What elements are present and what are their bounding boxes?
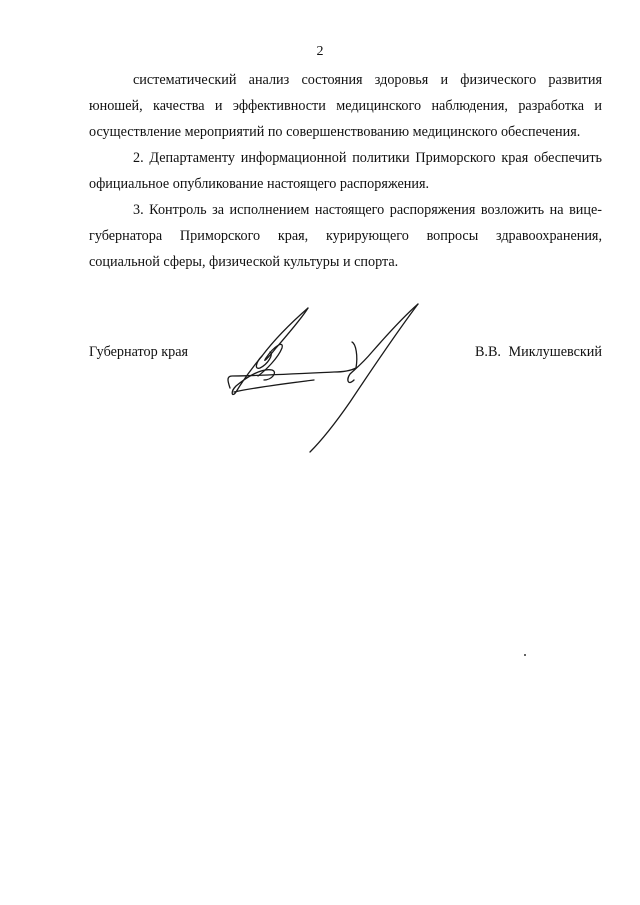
paragraph-clause-3: 3. Контроль за исполнением настоящего распоряжения возложить на вице-губернатора Приморского края, курирующего вопросы здравоохранения, социальной сферы, физической культуры и спорта. (89, 202, 602, 270)
signatory-name: В.В. Миклушевский (474, 344, 602, 360)
scan-speck (524, 654, 526, 656)
signatory-title: Губернатор края (89, 344, 189, 360)
page-number: 2 (316, 44, 324, 59)
document-body (89, 67, 602, 275)
paragraph-continuation: систематический анализ состояния здоровья и физического развития юношей, качества и эффективности медицинского наблюдения, разработка и осуществление мероприятий по совершенствованию медицинского обеспечения. (89, 72, 602, 140)
handwritten-signature (222, 296, 442, 456)
paragraph-clause-2: 2. Департаменту информационной политики Приморского края обеспечить официальное опубликование настоящего распоряжения. (89, 150, 602, 192)
